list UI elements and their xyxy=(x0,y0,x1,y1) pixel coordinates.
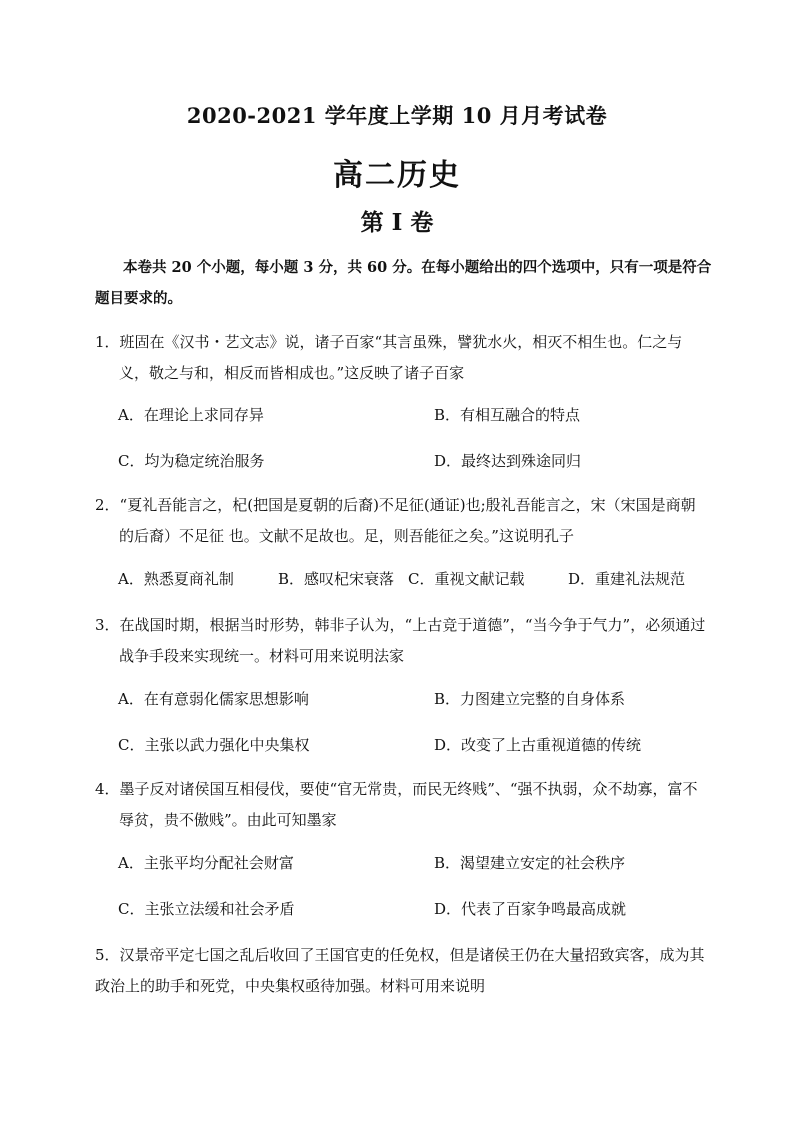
section-instructions: 本卷共 20 个小题，每小题 3 分，共 60 分。在每小题给出的四个选项中，只有一项是符合题目要求的。 xyxy=(95,259,712,307)
option-c[interactable]: C．主张以武力强化中央集权 xyxy=(118,736,310,754)
option-d[interactable]: D．改变了上古重视道德的传统 xyxy=(434,736,642,754)
option-d[interactable]: D．最终达到殊途同归 xyxy=(434,452,582,470)
option-c[interactable]: C．主张立法缓和社会矛盾 xyxy=(118,900,295,918)
question-stem: 1．班固在《汉书・艺文志》说，诸子百家“其言虽殊，譬犹水火，相灭不相生也。仁之与义，敬之与和，相反而皆相成也。”这反映了诸子百家 xyxy=(95,333,683,382)
option-d[interactable]: D．重建礼法规范 xyxy=(568,570,686,588)
question-2-options-row xyxy=(118,568,718,592)
option-c[interactable]: C．重视文献记载 xyxy=(408,570,525,588)
question-5 xyxy=(95,940,710,1002)
question-3-options-row-1 xyxy=(118,688,718,712)
question-1 xyxy=(95,327,710,389)
question-stem: 4．墨子反对诸侯国互相侵伐，要使“官无常贵，而民无终贱”、“强不执弱，众不劫寡，富不辱贫，贵不傲贱”。由此可知墨家 xyxy=(95,780,698,829)
subject-title: 高二历史 xyxy=(333,158,461,193)
question-stem: 3．在战国时期，根据当时形势，韩非子认为，“上古竞于道德”，“当今争于气力”，必须通过战争手段来实现统一。材料可用来说明法家 xyxy=(95,616,706,665)
option-b[interactable]: B．感叹杞宋衰落 xyxy=(278,570,395,588)
question-4 xyxy=(95,774,710,836)
option-c[interactable]: C．均为稳定统治服务 xyxy=(118,452,265,470)
question-4-options-row-2 xyxy=(118,898,718,922)
question-4-options-row-1 xyxy=(118,852,718,876)
question-stem: 5．汉景帝平定七国之乱后收回了王国官吏的任免权，但是诸侯王仍在大量招致宾客，成为其政治上的助手和死党，中央集权亟待加强。材料可用来说明 xyxy=(95,946,705,995)
option-a[interactable]: A．在有意弱化儒家思想影响 xyxy=(118,690,309,708)
option-a[interactable]: A．熟悉夏商礼制 xyxy=(118,570,234,588)
part-title: 第 I 卷 xyxy=(360,209,434,236)
option-a[interactable]: A．在理论上求同存异 xyxy=(118,406,264,424)
option-b[interactable]: B．渴望建立安定的社会秩序 xyxy=(434,854,626,872)
question-1-options-row-1 xyxy=(118,404,718,428)
question-stem: 2．“夏礼吾能言之，杞(把国是夏朝的后裔)不足征(通证)也;殷礼吾能言之，宋（宋国是商朝的后裔）不足征 也。文献不足故也。足，则吾能征之矣。”这说明孔子 xyxy=(95,496,696,545)
question-3-options-row-2 xyxy=(118,734,718,758)
option-a[interactable]: A．主张平均分配社会财富 xyxy=(118,854,294,872)
option-d[interactable]: D．代表了百家争鸣最高成就 xyxy=(434,900,627,918)
question-3 xyxy=(95,610,710,672)
option-b[interactable]: B．力图建立完整的自身体系 xyxy=(434,690,626,708)
question-2 xyxy=(95,490,710,552)
question-1-options-row-2 xyxy=(118,450,718,474)
exam-title: 2020-2021 学年度上学期 10 月月考试卷 xyxy=(186,103,608,128)
option-b[interactable]: B．有相互融合的特点 xyxy=(434,406,581,424)
